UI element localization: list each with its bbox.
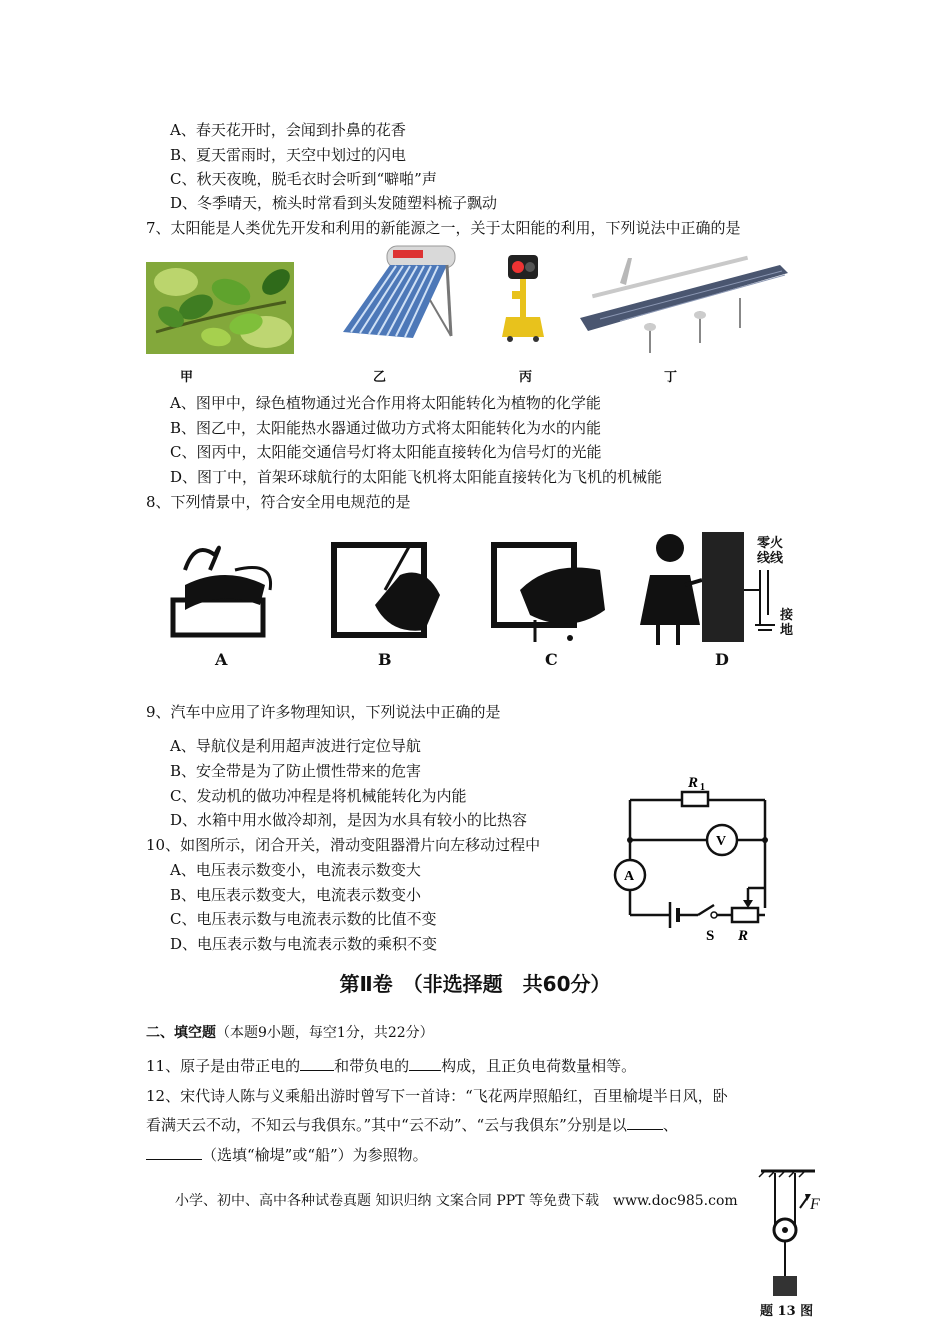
q8-figure-b <box>330 535 445 645</box>
q6-option-d: D、冬季晴天，梳头时常看到头发随塑料梳子飘动 <box>170 194 498 212</box>
circuit-label-switch: S <box>706 928 715 944</box>
label-line-1: 线 <box>757 551 771 566</box>
q12-blank-1[interactable] <box>627 1115 663 1130</box>
footer-watermark: 小学、初中、高中各种试卷真题 知识归纳 文案合同 PPT 等免费下载 www.doc985.com <box>175 1193 738 1209</box>
q7-caption-jia: 甲 <box>180 370 194 385</box>
q10-option-a: A、电压表示数变小，电流表示数变大 <box>170 861 421 879</box>
label-connect: 接 <box>780 608 794 623</box>
q11-blank-1[interactable] <box>300 1056 334 1071</box>
circuit-label-r1: R <box>688 775 699 791</box>
q8-d-wire-labels <box>757 536 783 566</box>
q8-figure-c <box>490 540 610 645</box>
q10-option-b: B、电压表示数变大，电流表示数变小 <box>170 886 422 904</box>
q12-line-2 <box>146 1115 678 1135</box>
q11-blank-2[interactable] <box>409 1056 441 1071</box>
q8-stem: 8、下列情景中，符合安全用电规范的是 <box>146 493 411 511</box>
q12-line-2-text: 看满天云不动，不知云与我俱东。”其中“云不动”、“云与我俱东”分别是以 <box>146 1116 627 1134</box>
label-line-2: 线 <box>770 551 784 566</box>
circuit-label-ammeter: A <box>624 869 635 884</box>
q11 <box>146 1056 636 1076</box>
q6-option-c: C、秋天夜晚，脱毛衣时会听到“噼啪”声 <box>170 170 437 188</box>
q7-figure-leaves <box>146 262 294 354</box>
label-ground: 地 <box>780 623 794 638</box>
circuit-label-r1-sub: 1 <box>700 782 705 793</box>
q7-option-d: D、图丁中，首架环球航行的太阳能飞机将太阳能直接转化为飞机的机械能 <box>170 468 663 486</box>
q10-option-d: D、电压表示数与电流表示数的乘积不变 <box>170 935 438 953</box>
q7-stem: 7、太阳能是人类优先开发和利用的新能源之一，关于太阳能的利用，下列说法中正确的是 <box>146 219 741 237</box>
fill-blank-heading <box>146 1022 434 1042</box>
q11-part2: 和带负电的 <box>334 1057 410 1075</box>
q9-option-a: A、导航仪是利用超声波进行定位导航 <box>170 737 421 755</box>
q11-part3: 构成，且正负电荷数量相等。 <box>441 1057 637 1075</box>
q10-option-c: C、电压表示数与电流表示数的比值不变 <box>170 910 437 928</box>
q8-figure-a <box>165 530 280 645</box>
q7-caption-bing: 丙 <box>519 370 533 385</box>
q11-part1: 11、原子是由带正电的 <box>146 1057 301 1075</box>
q7-caption-yi: 乙 <box>373 370 387 385</box>
q8-caption-a: A <box>215 650 228 669</box>
q7-option-c: C、图丙中，太阳能交通信号灯将太阳能直接转化为信号灯的光能 <box>170 443 602 461</box>
label-zero: 零 <box>757 536 771 551</box>
q7-caption-ding: 丁 <box>664 370 678 385</box>
q6-option-a: A、春天花开时，会闻到扑鼻的花香 <box>170 121 406 139</box>
q8-caption-d: D <box>715 650 729 669</box>
circuit-label-voltmeter: V <box>716 834 727 849</box>
q6-option-b: B、夏天雷雨时，天空中划过的闪电 <box>170 146 407 164</box>
q12-separator: 、 <box>662 1116 678 1134</box>
q13-figure-caption: 题 13 图 <box>760 1304 814 1319</box>
q7-option-a: A、图甲中，绿色植物通过光合作用将太阳能转化为植物的化学能 <box>170 394 601 412</box>
q13-force-label: F <box>810 1196 820 1213</box>
q9-option-c: C、发动机的做功冲程是将机械能转化为内能 <box>170 787 467 805</box>
q7-option-b: B、图乙中，太阳能热水器通过做功方式将太阳能转化为水的内能 <box>170 419 602 437</box>
q10-circuit-diagram <box>610 770 785 945</box>
circuit-label-rheostat: R <box>738 928 749 944</box>
q8-caption-c: C <box>545 650 558 669</box>
q12-line-3 <box>146 1145 428 1165</box>
q7-figure-solar-plane <box>580 253 790 358</box>
q8-caption-b: B <box>378 650 392 669</box>
fill-blank-heading-bold: 二、填空题 <box>146 1025 216 1041</box>
label-fire: 火 <box>770 536 784 551</box>
q13-pulley-figure <box>755 1168 845 1318</box>
q12-line-3-text: （选填“榆堤”或“船”）为参照物。 <box>202 1146 428 1164</box>
q9-stem: 9、汽车中应用了许多物理知识，下列说法中正确的是 <box>146 703 501 721</box>
q9-option-b: B、安全带是为了防止惯性带来的危害 <box>170 762 422 780</box>
fill-blank-heading-note: （本题9小题，每空1分，共22分） <box>216 1025 434 1041</box>
q12-blank-2[interactable] <box>146 1145 202 1160</box>
q9-option-d: D、水箱中用水做冷却剂，是因为水具有较小的比热容 <box>170 811 528 829</box>
q7-figure-solar-heater <box>335 240 460 340</box>
q8-d-ground-label <box>780 608 793 638</box>
q7-figure-traffic-light <box>498 253 548 343</box>
section-2-title: 第Ⅱ卷 （非选择题 共60分） <box>339 972 611 996</box>
q10-stem: 10、如图所示，闭合开关，滑动变阻器滑片向左移动过程中 <box>146 836 541 854</box>
q12-line-1: 12、宋代诗人陈与义乘船出游时曾写下一首诗：“飞花两岸照船红，百里榆堤半日风，卧 <box>146 1087 728 1105</box>
